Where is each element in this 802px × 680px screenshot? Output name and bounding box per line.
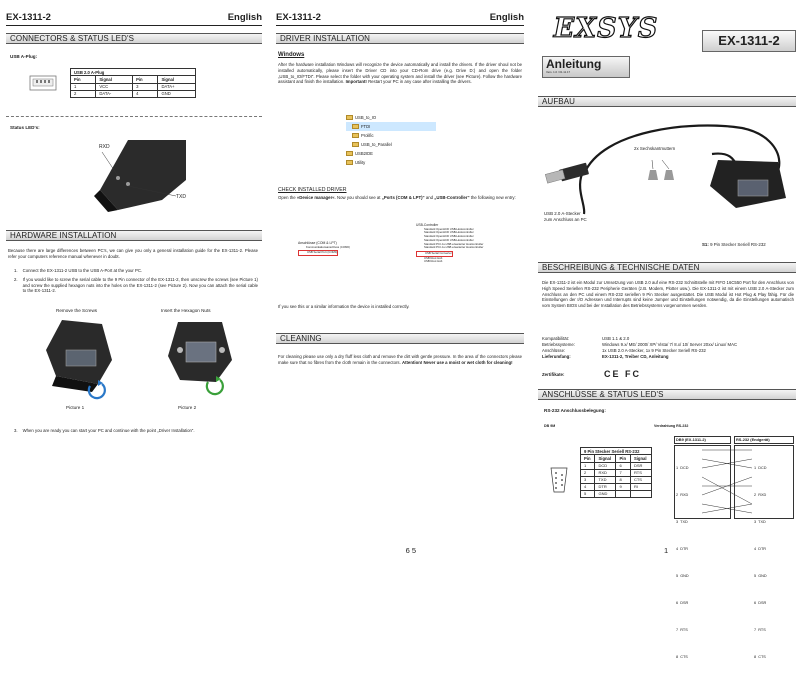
insert-nuts-caption: Insert the Hexagon Nuts xyxy=(161,308,211,313)
cell: VCC xyxy=(96,83,133,90)
install-steps xyxy=(14,268,258,294)
device-manager-term: »Device manager« xyxy=(296,195,335,200)
check-text-3: the following new entry: xyxy=(470,195,516,200)
spec-value: 1x USB 2.0 A-Stecker, 1x 9 Pin Stecker Seriell RS-232 xyxy=(602,348,706,354)
list-item[interactable]: USB Root Hub xyxy=(424,255,443,260)
usb-col-pin: Pin xyxy=(71,76,96,83)
picture-1-remove-screws xyxy=(42,320,114,396)
folder-icon xyxy=(352,133,359,138)
list-item[interactable]: Standard OpenHCD USB-Hostcontroller xyxy=(424,226,474,231)
step-number: 1. xyxy=(14,268,18,273)
tree-label: USB_to_IO xyxy=(355,114,377,120)
pin-col-pin: Pin xyxy=(581,455,595,462)
s1-value: 9 Pin Stecker Seriell RS-232 xyxy=(710,242,766,247)
windows-text-1: After the hardware installation Windows will recognize the device automatically and install the drivers. If the driver shoul not be installed automatically, please insert the Driver CD into your CD-Rom drive (e.g. Drive D:) and open the folder „USB_to_IO/FTDI“. Please select the folder with your operating system and install the driver (see Picture). Follow the hardware assistant and finish the installation. xyxy=(278,62,522,85)
table-row xyxy=(581,462,652,469)
model-badge: EX-1311-2 xyxy=(702,30,796,52)
cell: TXD xyxy=(595,476,616,483)
usb-plug-label: USB 2.0 A-Stecker zum Anschluss an PC xyxy=(544,211,587,222)
step-text: When you are ready you can start your PC and continue with the point „Driver Installation“. xyxy=(22,428,195,433)
cell: DATA- xyxy=(96,90,133,97)
model-title: EX-1311-2 xyxy=(276,12,321,24)
table-row xyxy=(71,83,196,90)
check-text-1: Open the xyxy=(278,195,296,200)
cell: DATA+ xyxy=(158,83,196,90)
picture-2-insert-nuts xyxy=(164,320,236,396)
pin-label: 5 GND xyxy=(754,574,767,578)
cell: CTS xyxy=(630,476,651,483)
section-connectors: CONNECTORS & STATUS LED'S xyxy=(6,33,262,44)
windows-text-2: Restart your PC in any case after installing the drivers. xyxy=(368,79,472,85)
ports-node[interactable]: Anschlüsse (COM & LPT) xyxy=(298,241,337,245)
page-english-right xyxy=(276,0,524,567)
pin-label: 3 TXD xyxy=(676,520,688,524)
cell xyxy=(616,490,630,497)
beschreibung-text: Die EX-1311-2 ist ein Modul zur Umsetzung von USB 2.0 auf eine RS-232 Schnittstelle mit FIFO 16C550 Port für den Anschluss von High Speed Seriellen RS-232 Peripherie Geräten (z.B. Modem, Plotter usw.). Die EX-1311-2 ist mit einem USB 2.0 A-Stecker zum Anschluss an den PC und einem RS-232 seriellen 9 Pin Stecker ausgestattet. Die USB Modul ist Hot Plug & Play fähig. Für die Einstellungen der I/O Adressen und Interrupts sind keine Jumper und Einstellungen notwendig, da die Einstellungen automatisch vom System BIOS und bei der Installation des Betriebssystems vorgenommen werden. xyxy=(542,280,794,309)
usb-serial-converter-entry[interactable]: USB Serial Converter xyxy=(416,251,453,257)
list-item[interactable]: Standard OpenHCD USB-Hostcontroller xyxy=(424,230,474,235)
exsys-logo xyxy=(542,14,670,44)
wiring-diagram xyxy=(674,436,796,659)
com-port-entry[interactable]: Kommunikationsanschluss (COM6) xyxy=(306,244,350,249)
picture-2-caption: Picture 2 xyxy=(178,405,197,410)
list-item[interactable]: Standard OpenHCD USB-Hostcontroller xyxy=(424,234,474,239)
s1-label xyxy=(702,242,766,248)
check-and: and xyxy=(425,195,434,200)
table-row xyxy=(581,476,652,483)
language-label: English xyxy=(489,12,524,24)
db9-connector-icon xyxy=(548,466,570,494)
usb-controller-node[interactable]: USB-Controller xyxy=(416,223,439,227)
hardware-intro: Because there are large differences between PC's, we can give you only a general installation guide for the EX-1311-2. Please refer your computers reference manual whenever in doubt. xyxy=(8,248,258,259)
step-text: If you would like to screw the serial cable to the 9 Pin connector of the EX-1311-2, then unscrew the screws (see Picture 1) and screw the supplied hexagon nuts into the holes on the EX-1311-2 (see Picture 2). Now you can attach the serial cable to the EX-1311-2. xyxy=(22,276,258,294)
cleaning-text xyxy=(278,354,522,366)
usb-table-title: USB 2.0 A-Plug xyxy=(71,69,196,76)
tree-item[interactable] xyxy=(346,149,436,158)
wiring-left-pins xyxy=(676,446,689,680)
cell: RI xyxy=(630,483,651,490)
cell: 3 xyxy=(581,476,595,483)
cell: DTR xyxy=(595,483,616,490)
section-cleaning: CLEANING xyxy=(276,333,524,344)
section-beschreibung: BESCHREIBUNG & TECHNISCHE DATEN xyxy=(538,262,796,273)
hexagon-nuts-label: 2x Sechskantmuttern xyxy=(634,146,676,151)
status-led-photo xyxy=(88,140,188,212)
tree-item[interactable] xyxy=(346,158,436,167)
section-aufbau: AUFBAU xyxy=(538,96,796,107)
cell xyxy=(630,490,651,497)
tree-item[interactable] xyxy=(346,113,436,122)
verdrahtung-label: Verdrahtung RS-232 xyxy=(654,424,689,428)
cell: 7 xyxy=(616,469,630,476)
tree-item-selected[interactable] xyxy=(346,122,436,131)
pin-col-signal: Signal xyxy=(630,455,651,462)
installed-correctly-note: If you see this or a similar information the device is installed correctly. xyxy=(278,304,410,309)
cleaning-body: For cleaning please use only a dry fluff less cloth and remove the dirt with gentle pressure. In the area of the connectors please make sure that no fibres from the cloth remain in the connectors. xyxy=(278,354,522,365)
tree-label: USB_to_Parallel xyxy=(361,141,392,147)
list-item xyxy=(14,277,258,294)
wiring-left-title: DB9 (EX-1311-2) xyxy=(674,436,731,444)
certification-marks: CE FC xyxy=(604,369,641,379)
rxd-label: RXD xyxy=(99,144,110,150)
windows-important: Important! xyxy=(345,79,367,85)
cell: GND xyxy=(158,90,196,97)
check-text-2: . Now you should see at xyxy=(334,195,381,200)
spec-key: Lieferumfang: xyxy=(542,354,571,360)
title-box xyxy=(542,56,630,78)
usb-col-signal: Signal xyxy=(96,76,133,83)
divider xyxy=(6,116,262,117)
table-row xyxy=(542,354,794,360)
pin-label: 6 DSR xyxy=(754,601,767,605)
usb-serial-port-entry[interactable]: USB Serial Port (COM4) xyxy=(298,250,338,256)
cell: 8 xyxy=(616,476,630,483)
folder-icon xyxy=(352,142,359,147)
list-item[interactable]: Standard PCI-zu-USB erweiterter Hostcontroller xyxy=(424,245,484,250)
folder-icon xyxy=(346,160,353,165)
pin-label: 6 DSR xyxy=(676,601,689,605)
spec-value: Windows 9.x/ ME/ 2000/ XP/ Vista/ 7/ 8.x/ 10/ Server 20xx/ Linux/ MAC xyxy=(602,342,738,348)
folder-icon xyxy=(346,115,353,120)
step-number: 2. xyxy=(14,276,18,282)
tree-label: Prolific xyxy=(361,132,374,138)
cell: RXD xyxy=(595,469,616,476)
device-manager-usb xyxy=(416,224,520,264)
tree-label: USB2IDE xyxy=(355,150,373,156)
usb-plug-table xyxy=(70,68,196,98)
list-item[interactable]: Standard OpenHCD USB-Hostcontroller xyxy=(424,237,474,242)
page-number: 6 5 xyxy=(405,545,416,555)
cell: 5 xyxy=(581,490,595,497)
list-item[interactable]: USB Root Hub xyxy=(424,259,443,264)
step-text: Connect the EX-1311-2 USB to the USB A-Port at the your PC. xyxy=(22,268,143,273)
usb-controller-term: „USB-Controller“ xyxy=(434,195,470,200)
spec-key: Betriebssysteme: xyxy=(542,342,575,348)
list-item xyxy=(14,268,258,274)
pin-col-pin: Pin xyxy=(616,455,630,462)
ports-term: „Ports (COM & LPT)“ xyxy=(381,195,425,200)
pin-label: 1 DCD xyxy=(676,466,689,470)
pin-label: 7 RTS xyxy=(754,628,766,632)
version-label: Vers. 1.0 / 01.11.17 xyxy=(546,70,571,74)
cell: 4 xyxy=(133,90,158,97)
table-row xyxy=(581,469,652,476)
manual-title: Anleitung xyxy=(546,57,602,71)
cell: 1 xyxy=(581,462,595,469)
pin-label: 2 RXD xyxy=(676,493,689,497)
pin-label: 8 CTS xyxy=(754,655,766,659)
cell: 4 xyxy=(581,483,595,490)
usb-a-plug-label: USB A-Plug: xyxy=(10,54,38,59)
txd-label: TXD xyxy=(176,194,186,200)
spec-key: Kompatibilität: xyxy=(542,336,569,342)
pin-label: 4 DTR xyxy=(754,547,767,551)
cell: GND xyxy=(595,490,616,497)
pin-label: 8 CTS xyxy=(676,655,688,659)
db9m-label: DB 9M xyxy=(544,424,556,428)
spec-value: EX-1311-2, Treiber CD, Anleitung xyxy=(602,354,669,360)
zertifikate-label: Zertifikate: xyxy=(542,372,565,377)
folder-icon xyxy=(352,124,359,129)
pin-label: 2 RXD xyxy=(754,493,767,497)
usb-col-pin: Pin xyxy=(133,76,158,83)
usb-plug-icon xyxy=(28,73,60,95)
page-number: 1 xyxy=(664,545,669,555)
page-german xyxy=(538,0,796,659)
tree-label: FTDI xyxy=(361,123,371,129)
windows-heading: Windows xyxy=(278,52,305,58)
page-header xyxy=(276,14,524,26)
section-driver: DRIVER INSTALLATION xyxy=(276,33,524,44)
model-title: EX-1311-2 xyxy=(6,12,51,24)
picture-1-caption: Picture 1 xyxy=(66,405,85,410)
spec-value: USB 1.1 & 2.0 xyxy=(602,336,630,342)
cell: DSR xyxy=(630,462,651,469)
brand-name: EXSYS xyxy=(553,13,659,45)
cell: 9 xyxy=(616,483,630,490)
pin-table-title: 9 Pin Stecker Seriell RS-232 xyxy=(581,448,652,455)
cell: 6 xyxy=(616,462,630,469)
spec-table xyxy=(542,336,794,360)
usb-col-signal: Signal xyxy=(158,76,196,83)
tree-item[interactable] xyxy=(346,140,436,149)
rs232-belegung-label: RS-232 Anschlussbelegung: xyxy=(544,408,606,413)
check-driver-heading: CHECK INSTALLED DRIVER xyxy=(278,187,347,193)
pin-label: 1 DCD xyxy=(754,466,767,470)
pin-label: 7 RTS xyxy=(676,628,688,632)
remove-screws-caption: Remove the Screws xyxy=(56,308,98,313)
spec-key: Anschlüsse: xyxy=(542,348,566,354)
windows-text xyxy=(278,62,522,85)
cell: 3 xyxy=(133,83,158,90)
tree-item[interactable] xyxy=(346,131,436,140)
wiring-right-title: RS-232 (Endgerät) xyxy=(734,436,794,444)
rs232-pin-table xyxy=(580,447,652,498)
page-english-left xyxy=(6,0,262,567)
list-item[interactable]: Standard PCI-zu-USB erweiterter Hostcontroller xyxy=(424,241,484,246)
s1-key: S1: xyxy=(702,242,709,247)
cleaning-attention: Attention! Never use a moist or wet cloth for cleaning! xyxy=(401,359,513,365)
cell: 2 xyxy=(71,90,96,97)
table-row xyxy=(71,90,196,97)
cell: 2 xyxy=(581,469,595,476)
section-hardware: HARDWARE INSTALLATION xyxy=(6,230,262,241)
language-label: English xyxy=(227,12,262,24)
page-header xyxy=(6,14,262,26)
step-number: 3. xyxy=(14,428,18,433)
status-leds-label: Status LED's: xyxy=(10,125,40,130)
folder-icon xyxy=(346,151,353,156)
wiring-lines xyxy=(700,445,756,519)
tree-label: Utility xyxy=(355,159,366,165)
device-manager-ports xyxy=(298,242,378,256)
cell: 1 xyxy=(71,83,96,90)
table-row xyxy=(581,490,652,497)
cell: DCD xyxy=(595,462,616,469)
cell: RTS xyxy=(630,469,651,476)
rxd-label-bg xyxy=(98,144,111,150)
section-anschluesse: ANSCHLÜSSE & STATUS LED'S xyxy=(538,389,796,400)
pin-col-signal: Signal xyxy=(595,455,616,462)
check-driver-text xyxy=(278,195,522,201)
pin-label: 5 GND xyxy=(676,574,689,578)
driver-folder-tree xyxy=(346,113,436,167)
table-row xyxy=(581,483,652,490)
pin-label: 4 DTR xyxy=(676,547,689,551)
list-item xyxy=(14,428,258,434)
pin-label: 3 TXD xyxy=(754,520,766,524)
